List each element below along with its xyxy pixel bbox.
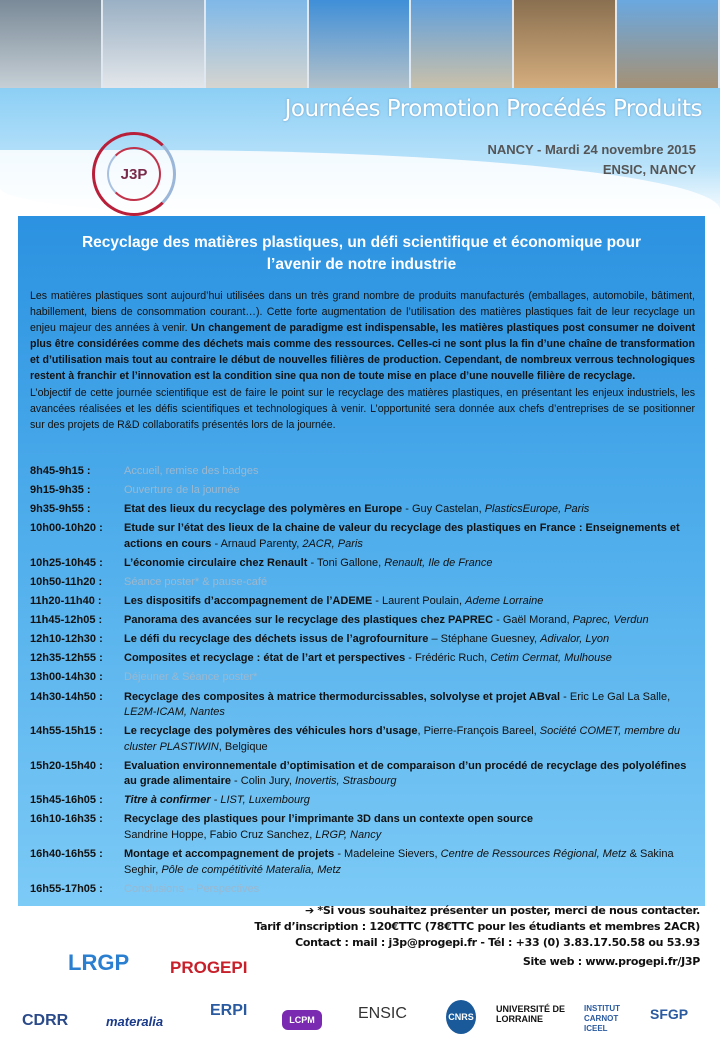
schedule-row <box>30 812 695 843</box>
organisation: LRGP, Nancy <box>315 828 382 841</box>
schedule-item <box>124 556 695 572</box>
cdrr-logo: CDRR <box>22 1012 69 1029</box>
schedule-item <box>124 575 695 591</box>
poster-note: ➔ *Si vous souhaitez présenter un poster, merci de nous contacter. <box>304 904 700 917</box>
schedule-time: 11h45-12h05 : <box>30 614 103 627</box>
program-box <box>18 216 705 906</box>
schedule-item <box>124 464 695 480</box>
speaker: Sandrine Hoppe, Fabio Cruz Sanchez, <box>124 828 316 841</box>
schedule-item <box>124 812 695 843</box>
intro-text <box>30 288 695 433</box>
organisation-2: Pôle de compétitivité Materalia, Metz <box>161 863 342 876</box>
schedule-item <box>124 483 695 499</box>
tarif: Tarif d’inscription : 120€TTC (78€TTC pour les étudiants et membres 2ACR) <box>254 920 700 933</box>
schedule-time: 12h10-12h30 : <box>30 633 103 646</box>
schedule-time: 10h50-11h20 : <box>30 575 103 588</box>
schedule-time: 14h55-15h15 : <box>30 725 103 738</box>
schedule-row <box>30 670 695 686</box>
schedule-row <box>30 594 695 610</box>
schedule-time: 10h25-10h45 : <box>30 556 103 569</box>
organisation: Renault, Ile de France <box>384 556 493 569</box>
schedule-time: 16h10-16h35 : <box>30 813 103 826</box>
lcpm-logo: LCPM <box>282 1010 322 1030</box>
intro-part-1: Les matières plastiques sont aujourd’hui utilisées dans un très grand nombre de produits manufacturés (emballages, automobile, bâtiment, habillement, biens de consommation courant…). Cette forte augmentation de l’utilisation des matières plastiques fait de leur recyclage un enjeu majeur des années à venir. <box>30 290 695 335</box>
organisation: - LIST, Luxembourg <box>210 794 310 807</box>
schedule-time: 12h35-12h55 : <box>30 652 103 665</box>
schedule-time: 11h20-11h40 : <box>30 595 102 608</box>
schedule-row <box>30 793 695 809</box>
session-label: Accueil, remise des badges <box>124 465 259 477</box>
schedule-row <box>30 759 695 790</box>
contact[interactable]: Contact : mail : j3p@progepi.fr - Tél : +33 (0) 3.83.17.50.58 ou 53.93 <box>295 936 700 949</box>
schedule-row <box>30 882 695 898</box>
schedule <box>30 464 695 901</box>
schedule-time: 14h30-14h50 : <box>30 690 103 703</box>
progepi-logo: PROGEPI <box>170 958 248 977</box>
speaker: , Pierre-François Bareel, <box>417 725 540 738</box>
session-label: Déjeuner & Séance poster* <box>124 671 258 684</box>
erpi-logo: ERPI <box>210 1002 248 1019</box>
schedule-time: 13h00-14h30 : <box>30 671 103 684</box>
schedule-row <box>30 464 695 480</box>
schedule-row <box>30 847 695 878</box>
intro-bold: Un changement de paradigme est indispensable, les matières plastiques post consumer ne doivent plus être considérées comme des déchets mais comme des ressources. Celles-ci ne sont plus la fin d’une chaîne de transformation et d’utilisation mais tout au contraire le début de nouvelles filières de production. Cependant, de nombreux verrous technologiques restent à franchir et l’innovation est la condition sine qua non de toute mise en place d’une nouvelle filière de recyclage. <box>30 322 695 383</box>
sfgp-logo: SFGP <box>650 1006 689 1022</box>
organisation: PlasticsEurope, Paris <box>484 503 590 516</box>
session-label: Séance poster* & pause-café <box>124 575 268 588</box>
schedule-item <box>124 502 695 518</box>
speaker: - Laurent Poulain, <box>372 595 466 608</box>
organisation: LE2M-ICAM, Nantes <box>124 706 225 719</box>
schedule-time: 16h40-16h55 : <box>30 848 103 860</box>
talk-title: Evaluation environnementale d’optimisation et de comparaison d’un procédé de recyclage des polyoléfines au grade alimentaire <box>124 759 687 788</box>
schedule-time: 8h45-9h15 : <box>30 465 91 477</box>
schedule-row <box>30 613 695 629</box>
schedule-row <box>30 724 695 755</box>
schedule-row <box>30 483 695 499</box>
schedule-time: 10h00-10h20 : <box>30 522 103 535</box>
speaker: – Stéphane Guesney, <box>428 633 541 646</box>
talk-title: Titre à confirmer <box>124 794 211 807</box>
schedule-item <box>124 882 695 898</box>
talk-title: Les dispositifs d’accompagnement de l’ADEME <box>124 595 373 608</box>
talk-title: Recyclage des composites à matrice thermodurcissables, solvolyse et projet ABval <box>124 690 561 703</box>
talk-title: L’économie circulaire chez Renault <box>124 556 308 569</box>
talk-title: Montage et accompagnement de projets <box>124 848 335 860</box>
j3p-logo: J3P <box>92 132 176 216</box>
schedule-item <box>124 793 695 809</box>
speaker: - Toni Gallone, <box>307 556 385 569</box>
schedule-row <box>30 651 695 667</box>
institut-carnot-logo: INSTITUT CARNOT ICEEL <box>584 1004 620 1033</box>
schedule-row <box>30 575 695 591</box>
schedule-row <box>30 632 695 648</box>
organisation: Société COMET, membre du cluster PLASTIWIN <box>124 725 680 753</box>
speaker: - Madeleine Sievers, <box>334 848 441 860</box>
session-label: Conclusions – Perspectives <box>124 882 260 895</box>
schedule-item <box>124 594 695 610</box>
schedule-item <box>124 613 695 629</box>
header-photo-banner <box>0 0 720 92</box>
website[interactable]: Site web : www.progepi.fr/J3P <box>522 955 700 968</box>
schedule-row <box>30 556 695 572</box>
schedule-row <box>30 502 695 518</box>
event-date: NANCY - Mardi 24 novembre 2015 <box>487 142 696 157</box>
talk-title: Etude sur l’état des lieux de la chaine de valeur du recyclage des plastiques en France : Enseignements et actions en cours <box>124 522 680 550</box>
organisation: Adivalor, Lyon <box>540 633 610 646</box>
intro-part-2: L’objectif de cette journée scientifique est de faire le point sur le recyclage des matières plastiques, en présentant les enjeux industriels, les avancées réalisées et les défis scientifiques et technologiques à venir. L’opportunité sera donnée aux chefs d’entreprises de se positionner sur des projets de R&D collaboratifs présentés lors de la journée. <box>30 386 695 431</box>
organisation: Centre de Ressources Régional, Metz <box>440 848 627 860</box>
organisation: 2ACR, Paris <box>302 537 363 550</box>
speaker: - Gaël Morand, <box>493 614 573 627</box>
speaker: - Colin Jury, <box>231 775 295 788</box>
organisation: Inovertis, Strasbourg <box>294 775 397 788</box>
speaker: - Frédéric Ruch, <box>405 652 491 665</box>
schedule-item <box>124 632 695 648</box>
organisation: Paprec, Verdun <box>572 614 649 627</box>
cnrs-logo: CNRS <box>446 1000 476 1034</box>
talk-title: Le recyclage des polymères des véhicules hors d’usage <box>124 725 418 738</box>
program-title: Recyclage des matières plastiques, un défi scientifique et économique pour l’avenir de notre industrie <box>81 234 641 273</box>
schedule-item <box>124 651 695 667</box>
schedule-item <box>124 690 695 721</box>
talk-title: Composites et recyclage : état de l’art et perspectives <box>124 652 406 665</box>
schedule-item <box>124 724 695 755</box>
schedule-item <box>124 521 695 552</box>
talk-title: Recyclage des plastiques pour l’imprimante 3D dans un contexte open source <box>124 813 533 826</box>
schedule-time: 9h35-9h55 : <box>30 503 91 516</box>
universite-lorraine-logo: UNIVERSITÉ DE LORRAINE <box>496 1004 566 1024</box>
schedule-item <box>124 759 695 790</box>
schedule-time: 16h55-17h05 : <box>30 882 103 895</box>
materalia-logo: materalia <box>106 1014 164 1029</box>
ensic-logo: ENSIC <box>358 1005 407 1022</box>
speaker-extra: & Sakina Seghir, <box>124 848 674 876</box>
schedule-time: 9h15-9h35 : <box>30 484 91 497</box>
event-title: Journées Promotion Procédés Produits <box>284 96 702 122</box>
talk-title: Panorama des avancées sur le recyclage des plastiques chez PAPREC <box>124 614 494 627</box>
organisation: Cetim Cermat, Mulhouse <box>490 652 612 665</box>
speaker: - Guy Castelan, <box>402 503 485 516</box>
event-date-place <box>487 140 696 180</box>
schedule-item <box>124 670 695 686</box>
session-label: Ouverture de la journée <box>124 484 240 497</box>
schedule-time: 15h20-15h40 : <box>30 759 103 772</box>
speaker: - Arnaud Parenty, <box>211 537 303 550</box>
talk-title: Etat des lieux du recyclage des polymères en Europe <box>124 503 403 516</box>
schedule-row <box>30 690 695 721</box>
lrgp-logo: LRGP <box>68 950 130 975</box>
schedule-item <box>124 847 695 878</box>
speaker: - Eric Le Gal La Salle, <box>560 690 671 703</box>
organisation: Ademe Lorraine <box>465 595 544 608</box>
speaker-extra: , Belgique <box>218 740 268 753</box>
schedule-row <box>30 521 695 552</box>
talk-title: Le défi du recyclage des déchets issus de l’agrofourniture <box>124 633 429 646</box>
schedule-time: 15h45-16h05 : <box>30 794 103 807</box>
event-place: ENSIC, NANCY <box>602 162 696 177</box>
